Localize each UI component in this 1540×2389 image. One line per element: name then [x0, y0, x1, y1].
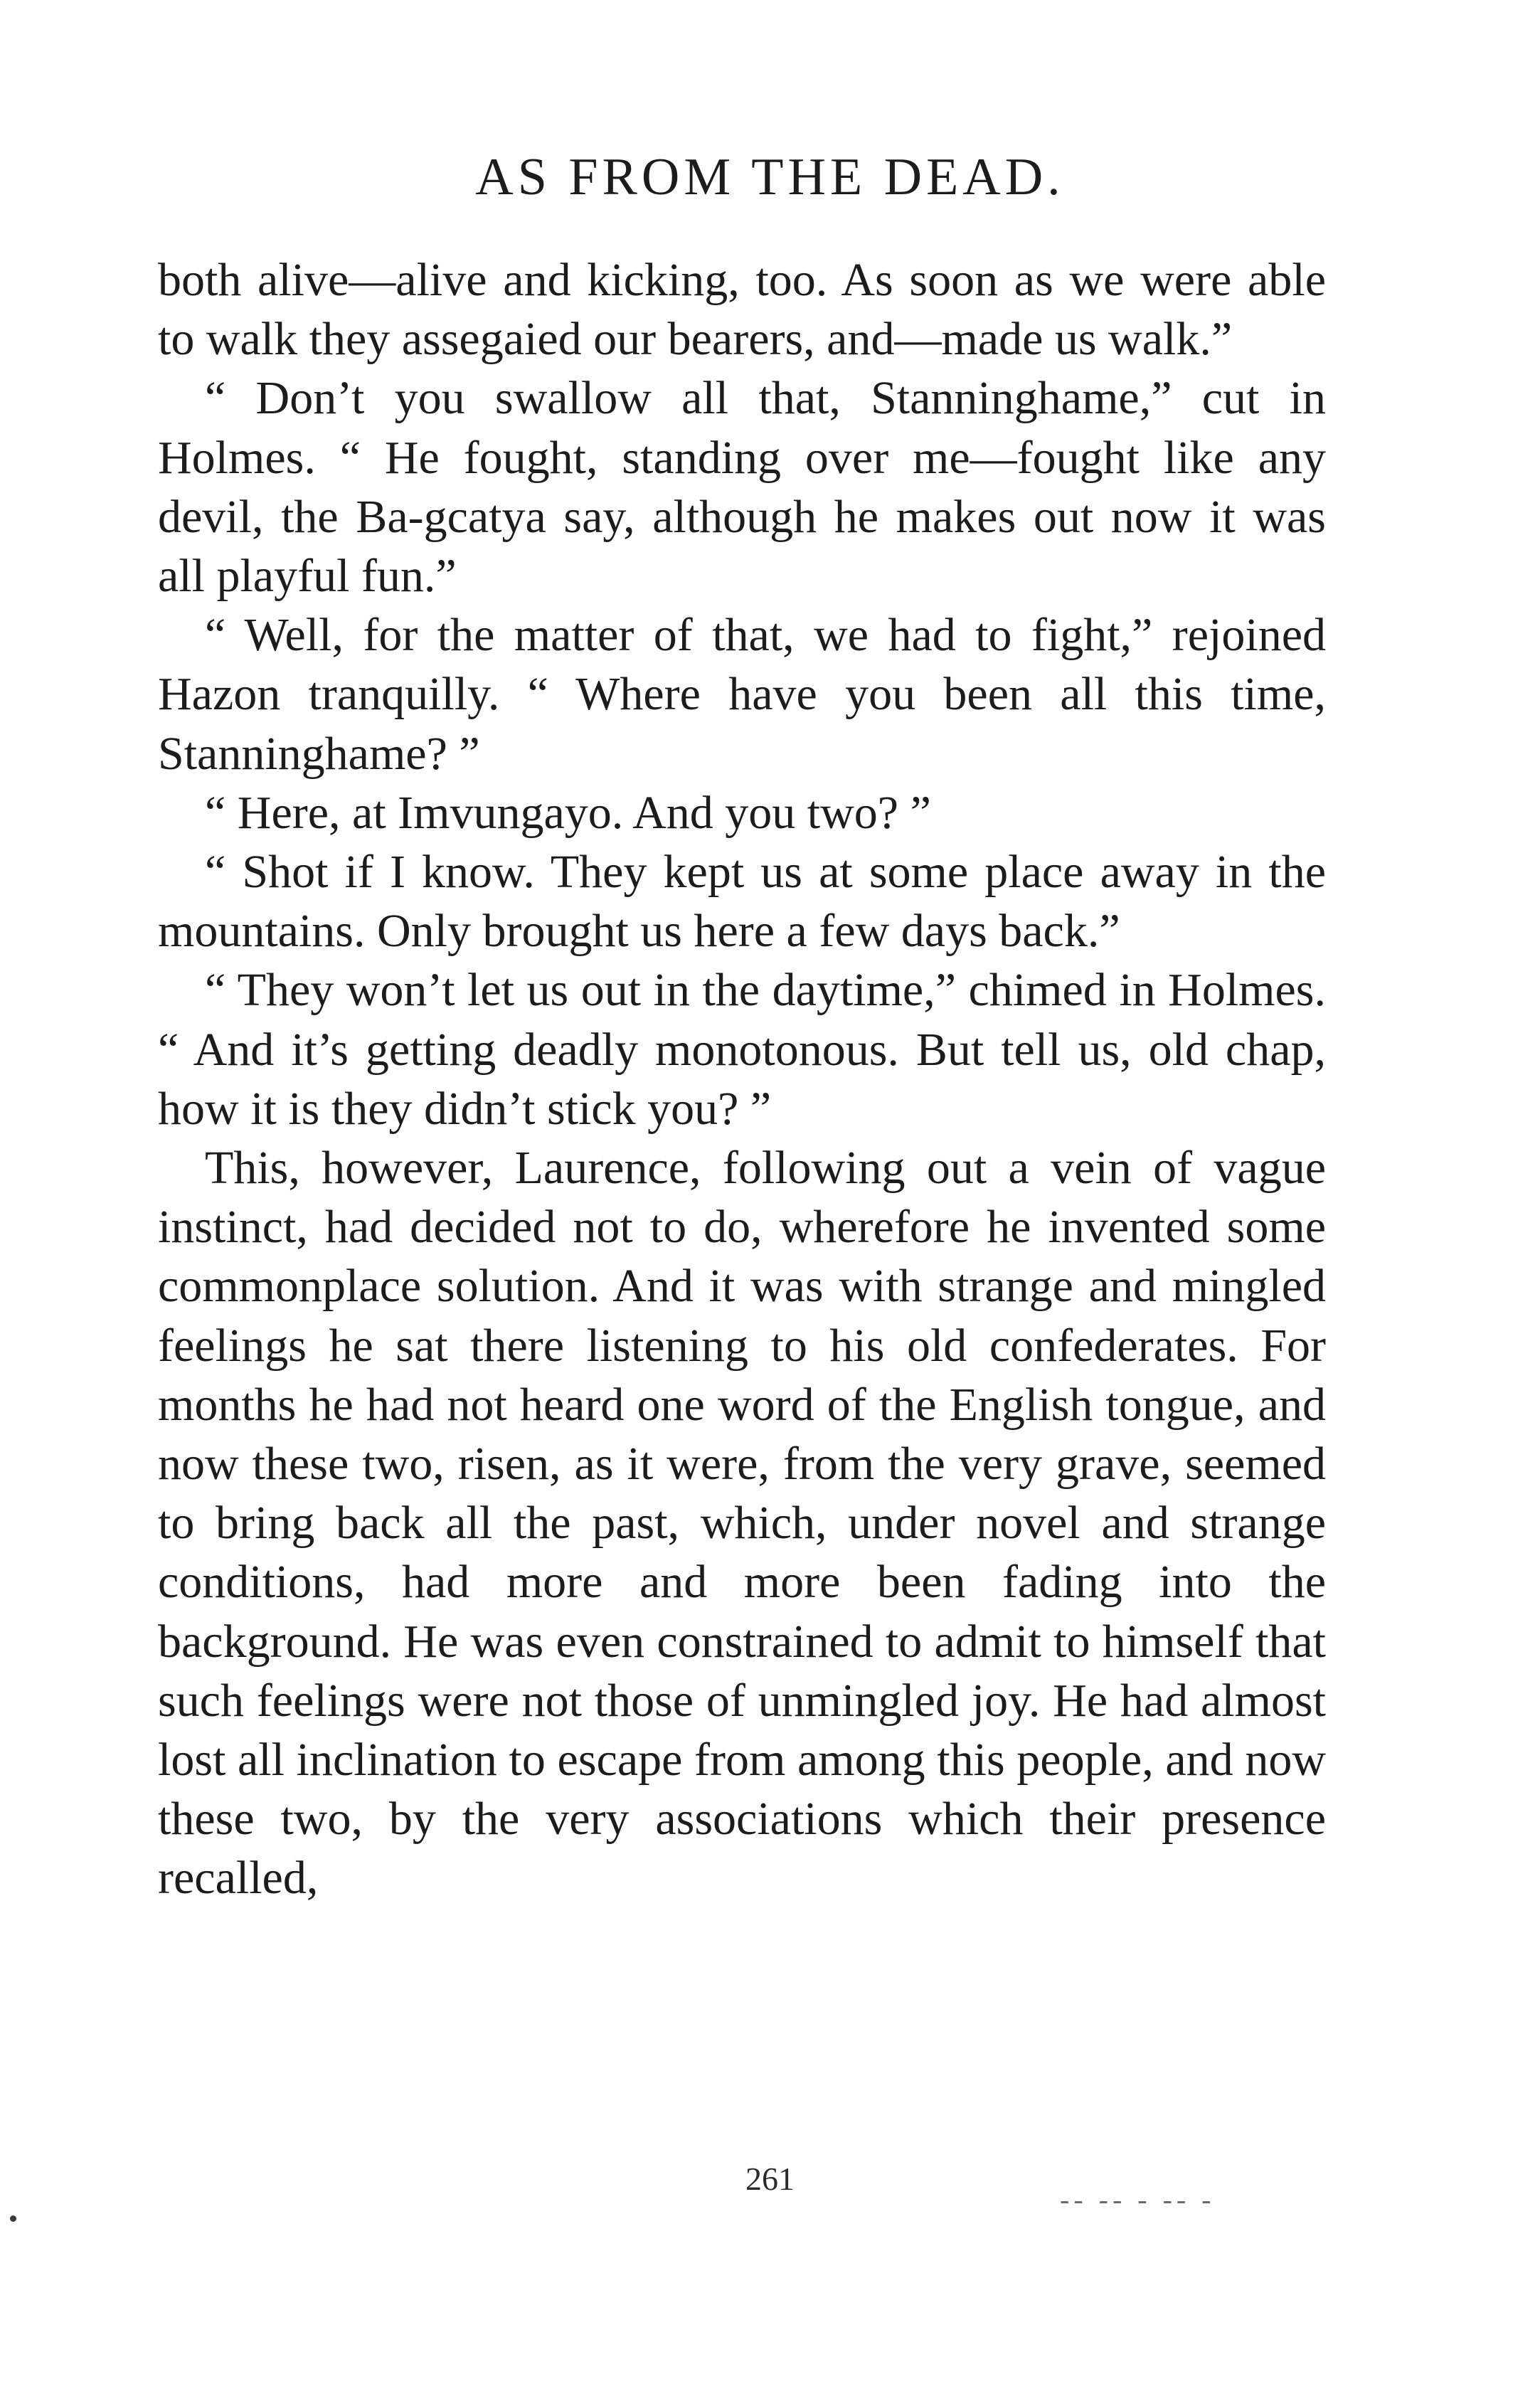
paragraph-holmes-interjects: “ Don’t you swallow all that, Stanninghame,” cut in Holmes. “ He fought, standing over me—fought like any devil, the Ba-gcatya say, although he makes out now it was all playful fun.” — [158, 372, 1326, 603]
paragraph-hazon-rejoins: “ Well, for the matter of that, we had to fight,” rejoined Hazon tranquilly. “ Where have you been all this time, Stanninghame? ” — [158, 609, 1326, 780]
paragraph-shot-if-i-know: “ Shot if I know. They kept us at some place away in the mountains. Only brought us here a few days back.” — [158, 846, 1326, 958]
margin-speck — [10, 2215, 16, 2222]
paragraph-imvungayo: “ Here, at Imvungayo. And you two? ” — [205, 786, 931, 839]
page-number: 261 — [745, 2161, 795, 2197]
body-text — [158, 250, 1326, 1908]
stray-print-marks: -- -- - -- - — [1060, 2183, 1216, 2215]
paragraph-daytime: “ They won’t let us out in the daytime,” chimed in Holmes. “ And it’s getting deadly monotonous. But tell us, old chap, how it is they didn’t stick you? ” — [158, 964, 1326, 1135]
paragraph-continuation: both alive—alive and kicking, too. As soon as we were able to walk they assegaied our bearers, and—made us walk.” — [158, 254, 1326, 366]
paragraph-laurence-narration: This, however, Laurence, following out a vein of vague instinct, had decided not to do, wherefore he invented some commonplace solution. And it was with strange and mingled feelings he sat there listening to his old confederates. For months he had not heard one word of the English tongue, and now these two, risen, as it were, from the very grave, seemed to bring back all the past, which, under novel and strange conditions, had more and more been fading into the background. He was even constrained to admit to himself that such feelings were not those of unmingled joy. He had almost lost all inclination to escape from among this people, and now these two, by the very associations which their presence recalled, — [158, 1142, 1326, 1905]
running-head: AS FROM THE DEAD. — [475, 148, 1065, 206]
